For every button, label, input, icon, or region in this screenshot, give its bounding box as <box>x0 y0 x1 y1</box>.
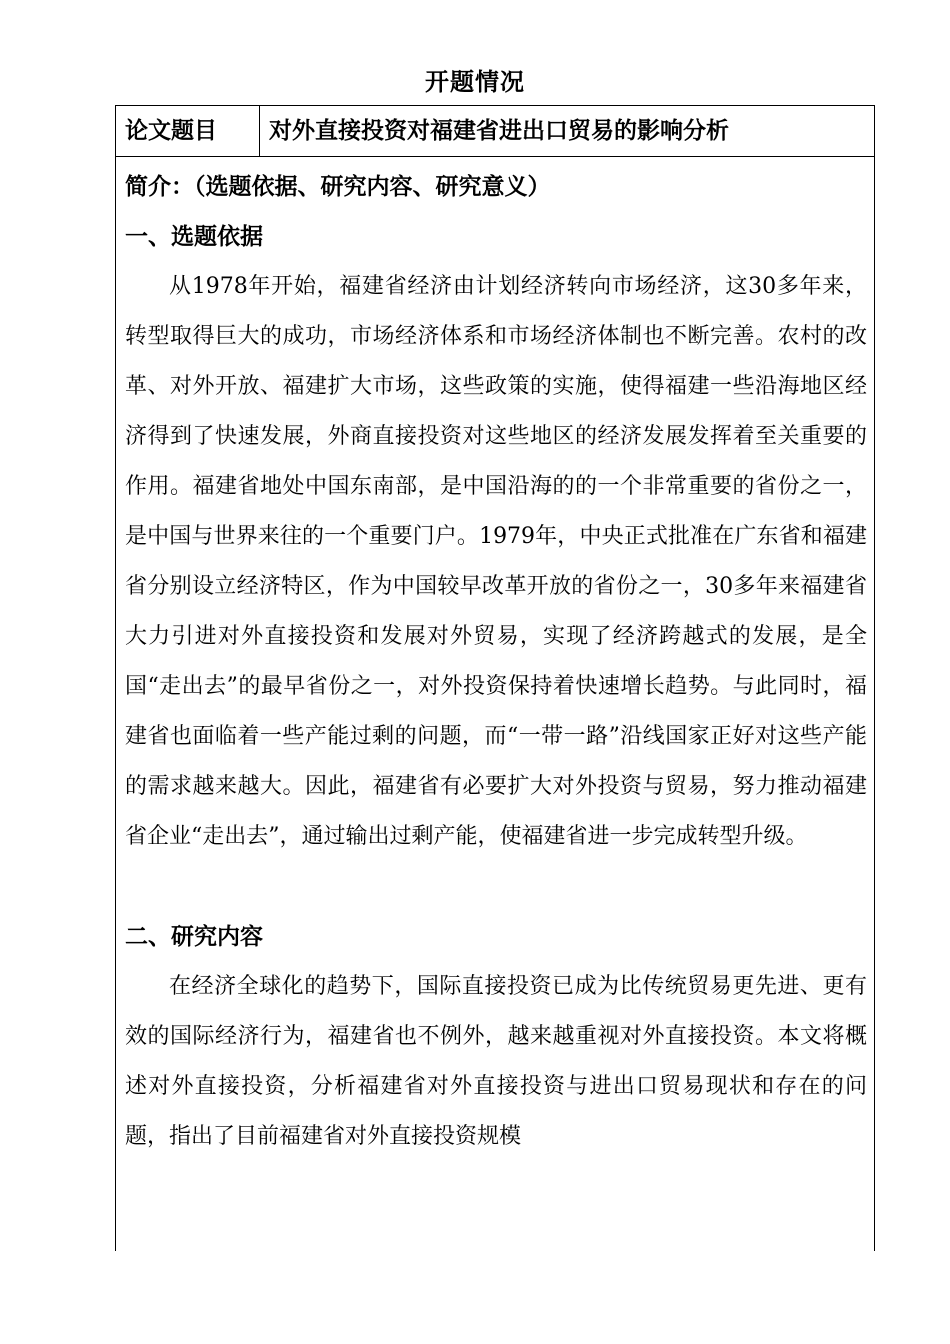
page-title: 开题情况 <box>425 67 525 96</box>
intro-label: 简介：（选题依据、研究内容、研究意义） <box>125 173 551 200</box>
thesis-title-value: 对外直接投资对福建省进出口贸易的影响分析 <box>269 117 729 144</box>
section-heading-content: 二、研究内容 <box>125 923 263 950</box>
proposal-content <box>125 162 867 1162</box>
thesis-title-row <box>116 106 874 157</box>
proposal-table <box>115 105 875 1251</box>
content-paragraph: 在经济全球化的趋势下，国际直接投资已成为比传统贸易更先进、更有效的国际经济行为，福建省也不例外，越来越重视对外直接投资。本文将概述对外直接投资，分析福建省对外直接投资与进出口贸易现状和存在的问题，指出了目前福建省对外直接投资规模 <box>125 974 867 1149</box>
section-heading-basis: 一、选题依据 <box>125 223 263 250</box>
thesis-title-label: 论文题目 <box>116 106 260 156</box>
basis-paragraph: 从1978年开始，福建省经济由计划经济转向市场经济，这30多年来，转型取得巨大的成功，市场经济体系和市场经济体制也不断完善。农村的改革、对外开放、福建扩大市场，这些政策的实施，使得福建一些沿海地区经济得到了快速发展，外商直接投资对这些地区的经济发展发挥着至关重要的作用。福建省地处中国东南部，是中国沿海的的一个非常重要的省份之一，是中国与世界来往的一个重要门户。1979年，中央正式批准在广东省和福建省分别设立经济特区，作为中国较早改革开放的省份之一，30多年来福建省大力引进对外直接投资和发展对外贸易，实现了经济跨越式的发展，是全国“走出去”的最早省份之一，对外投资保持着快速增长趋势。与此同时，福建省也面临着一些产能过剩的问题，而“一带一路”沿线国家正好对这些产能的需求越来越大。因此，福建省有必要扩大对外投资与贸易，努力推动福建省企业“走出去”，通过输出过剩产能，使福建省进一步完成转型升级。 <box>125 274 867 849</box>
section-gap <box>125 862 867 912</box>
